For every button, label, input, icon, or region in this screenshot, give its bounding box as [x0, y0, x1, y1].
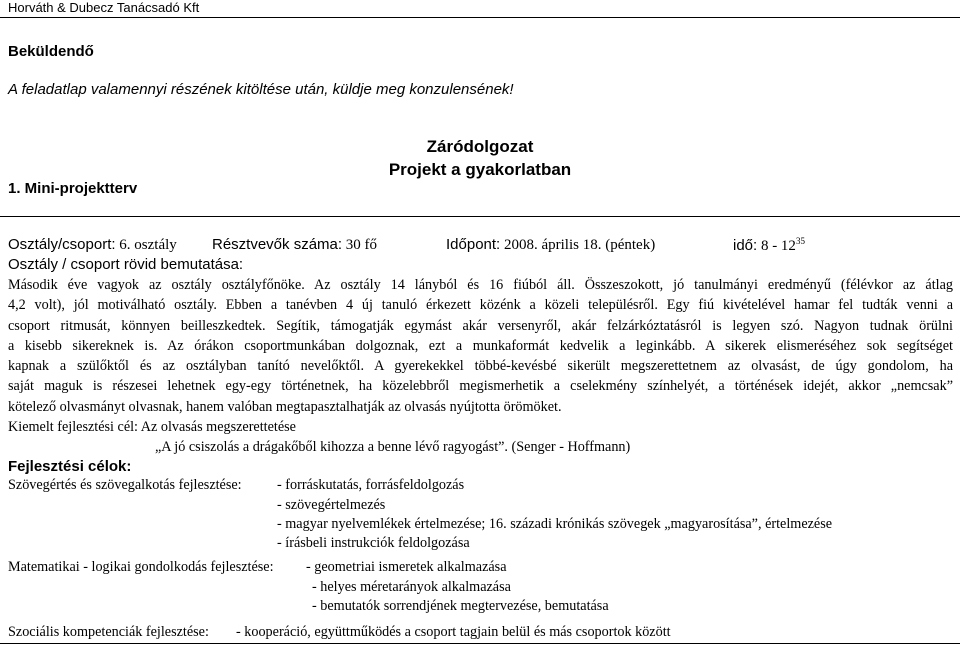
- goal-quote: „A jó csiszolás a drágakőből kihozza a benne lévő ragyogást”. (Senger - Hoffmann): [155, 439, 631, 456]
- participants-value: 30 fő: [345, 237, 378, 253]
- duration-label: idő:: [733, 237, 758, 254]
- group-item: - szövegértelmezés: [277, 497, 386, 513]
- intro-line: kapnak a szülőktől és az osztályban tanító nevelőktől. A gyerekekkel többé-kevésbé sikerült megszerettetnem az olvasást, de úgy gondolom, ha: [8, 358, 953, 375]
- intro-paragraph: [8, 275, 953, 458]
- intro-line: 4,2 volt), jól motiválható osztály. Ebben a tanévben 4 új tanuló érkezett közénk a közeli településről. Egy fiú kivételével hamar fel tudták venni a: [8, 297, 953, 314]
- document-subtitle: Projekt a gyakorlatban: [388, 160, 572, 179]
- bekuldendo-text: A feladatlap valamennyi részének kitöltése után, küldje meg konzulensének!: [8, 81, 514, 98]
- document-title: Záródolgozat: [426, 137, 534, 156]
- bekuldendo-title: Beküldendő: [8, 43, 94, 60]
- intro-line: a kisebb sikereknek is. Az órákon csoportmunkában dolgoznak, ezt a munkaformát kedvelik a leginkább. A sikerek elismeréséhez sok segítséget: [8, 337, 953, 354]
- participants-field: [212, 236, 377, 254]
- intro-line: Második éve vagyok az osztály osztályfőnöke. Az osztály 14 lányból és 16 fiúból áll. Összeszokott, jó tanulmányi eredményű (félévkor az átlag: [8, 277, 953, 293]
- class-label: Osztály/csoport:: [8, 236, 116, 253]
- time-field: [446, 236, 655, 254]
- duration-field: [733, 236, 805, 255]
- duration-value: 8 - 12: [760, 238, 796, 254]
- group-item: - bemutatók sorrendjének megtervezése, bemutatása: [312, 598, 609, 614]
- group-label: Matematikai - logikai gondolkodás fejlesztése:: [8, 559, 274, 575]
- participants-label: Résztvevők száma:: [212, 236, 343, 253]
- header-divider: [0, 17, 960, 18]
- intro-line: csoport ritmusát, könnyen beilleszkedtek. Segítik, támogatják egymást akár versenyről, akár felzárkóztatásról is legyen szó. Nagyon tudnak örülni: [8, 317, 953, 334]
- intro-line: saját maguk is részesei lehetnek egy-egy történetnek, ha közelebbről megismerhetik a cselekmény színhelyét, a történések idejét, akkor „nemcsak”: [8, 378, 953, 395]
- class-field: [8, 236, 177, 254]
- group-item: - írásbeli instrukciók feldolgozása: [277, 535, 470, 551]
- group-label: Szociális kompetenciák fejlesztése:: [8, 624, 209, 640]
- time-value: 2008. április 18. (péntek): [503, 237, 656, 253]
- company-header: Horváth & Dubecz Tanácsadó Kft: [8, 0, 200, 15]
- fejlesztesi-title: Fejlesztési célok:: [8, 458, 132, 475]
- group-item: - helyes méretarányok alkalmazása: [312, 579, 511, 595]
- class-value: 6. osztály: [119, 237, 177, 253]
- section-heading: 1. Mini-projektterv: [8, 180, 138, 197]
- goal-label: Kiemelt fejlesztési cél: Az olvasás megszerettetése: [8, 419, 296, 436]
- group-item: - kooperáció, együttműködés a csoport tagjain belül és más csoportok között: [236, 624, 671, 640]
- intro-label: Osztály / csoport rövid bemutatása:: [8, 256, 244, 273]
- duration-sup: 35: [795, 236, 805, 246]
- intro-line: kötelező olvasmányt olvasnak, hanem valóban megtapasztalhatják az olvasás nyújtotta örömöket.: [8, 398, 562, 415]
- time-label: Időpont:: [446, 236, 501, 253]
- group-label: Szövegértés és szövegalkotás fejlesztése:: [8, 477, 242, 493]
- group-item: - magyar nyelvemlékek értelmezése; 16. századi krónikás szövegek „magyarosítása”, értelmezése: [277, 516, 833, 532]
- group-item: - forráskutatás, forrásfeldolgozás: [277, 477, 465, 493]
- footer-divider: [0, 643, 960, 644]
- section-divider: [0, 216, 960, 217]
- group-item: - geometriai ismeretek alkalmazása: [306, 559, 507, 575]
